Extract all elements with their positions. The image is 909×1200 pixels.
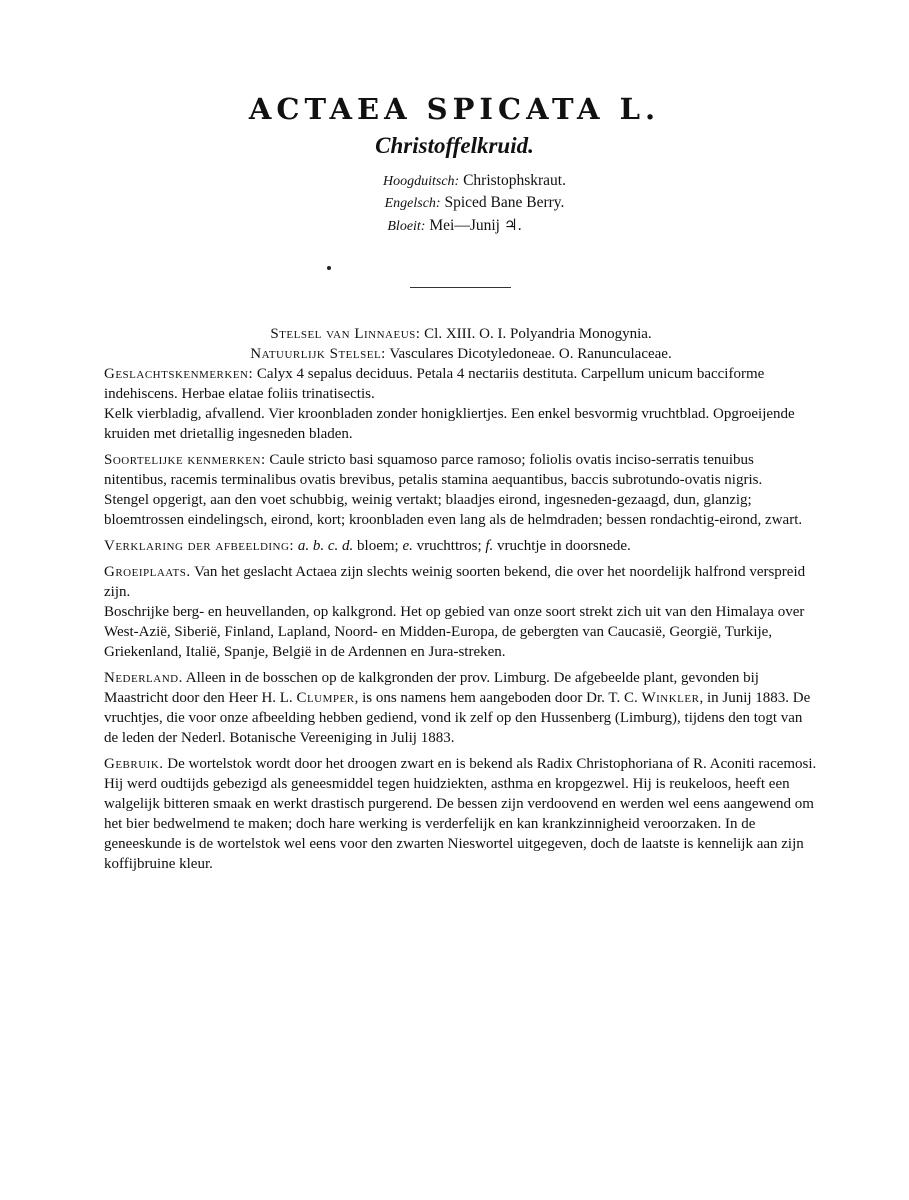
habitat-range-paragraph: Boschrijke berg- en heuvellanden, op kalkgrond. Het op gebied van onze soort strekt zich uit van den Himalaya over West-Azië, Siberië, Finland, Lapland, Noord- en Midden-Europa, de gebergten van Caucasië, Georgië, Turkije, Griekenland, Italië, Spanje, België in de Ardennen en Jura-streken.: [104, 604, 805, 660]
use-text: De wortelstok wordt door het droogen zwart en is bekend als Radix Christophoriana of R. Aconiti racemosi. Hij werd oudtijds gebezigd als geneesmiddel tegen huidziekten, asthma en kropgezwel. Hij is reukeloos, heeft een walgelijk bitteren smaak en werkt drastisch purgerend. De bessen zijn verdoovend en werden wel eens aangewend om het bier bedwelmend te maken; doch hare werking is verderfelijk en kan krankzinnigheid veroorzaken. In de geneeskunde is de wortelstok wel eens voor den zwarten Nieswortel uitgegeven, doch de laatste is kennelijk aan zijn koffijbruine kleur.: [104, 756, 817, 872]
page-subtitle: Christoffelkruid.: [375, 133, 534, 158]
german-name-line: [0, 172, 909, 190]
linnaeus-text: Cl. XIII. O. I. Polyandria Monogynia.: [424, 326, 652, 342]
german-value: Christophskraut.: [463, 172, 566, 189]
use-label: Gebruik.: [104, 756, 164, 772]
ink-dot: [327, 266, 331, 270]
species-label: Soortelijke kenmerken:: [104, 452, 266, 468]
species-text: Caule stricto basi squamoso parce ramoso; foliolis ovatis inciso-serratis tenuibus nitentibus, racemis terminalibus ovatis brevibus, petalis stamina aequantibus, baccis subrotundo-ovatis nigris.: [104, 452, 763, 488]
english-value: Spiced Bane Berry.: [444, 194, 565, 211]
habitat-label: Groeiplaats.: [104, 564, 191, 580]
netherlands-text-c: , in Junij 1883. De vruchtjes, die voor onze afbeelding hebben gediend, vond ik zelf op den Hussenberg (Limburg), tijdens den togt van de leden der Nederl. Botanische Vereeniging in Julij 1883.: [104, 690, 811, 746]
natural-label: Natuurlijk Stelsel:: [250, 346, 386, 362]
netherlands-text-b: , is ons namens hem aangeboden door Dr. T. C.: [354, 690, 638, 706]
english-name-line: [0, 194, 909, 212]
divider-rule: [410, 287, 511, 288]
use-paragraph: [104, 754, 818, 874]
page-title: ACTAEA SPICATA L.: [248, 92, 661, 126]
bloom-line: [0, 216, 909, 235]
natural-system-line: [104, 344, 818, 364]
species-characteristics-latin: [104, 450, 818, 490]
natural-text: Vasculares Dicotyledoneae. O. Ranunculaceae.: [389, 346, 672, 362]
genus-label: Geslachtskenmerken:: [104, 366, 254, 382]
species-characteristics-dutch: Stengel opgerigt, aan den voet schubbig, weinig vertakt; blaadjes eirond, ingesneden-gezaagd, dun, glanzig; bloemtrossen eindelingsch, eirond, kort; kroonbladen even lang als de helmdraden; bessen rondachtig-eirond, zwart.: [104, 492, 803, 528]
genus-characteristics-latin: [104, 364, 818, 404]
netherlands-text-a: Alleen in de bosschen op de kalkgronden der prov. Limburg. De afgebeelde plant, gevonden bij Maastricht door den Heer H. L.: [104, 670, 759, 706]
figure-explanation: [104, 536, 818, 556]
donor-name: Winkler: [641, 690, 700, 706]
german-label: Hoogduitsch:: [383, 174, 460, 189]
habitat-paragraph: [104, 562, 818, 602]
figure-vruchtje: vruchtje in doorsnede.: [497, 538, 631, 554]
netherlands-label: Nederland.: [104, 670, 183, 686]
bloom-value: Mei—Junij ♃.: [429, 217, 522, 234]
figure-bloem: bloem;: [357, 538, 399, 554]
english-label: Engelsch:: [384, 196, 441, 211]
collector-name: Clumper: [296, 690, 355, 706]
figure-vruchttros: vruchttros;: [416, 538, 482, 554]
genus-characteristics-dutch: Kelk vierbladig, afvallend. Vier kroonbladen zonder honigkliertjes. Een enkel besvormig vruchtblad. Opgroeijende kruiden met drietallig ingesneden bladen.: [104, 406, 795, 442]
habitat-text: Van het geslacht Actaea zijn slechts weinig soorten bekend, die over het noordelijk halfrond verspreid zijn.: [104, 564, 806, 600]
genus-text: Calyx 4 sepalus deciduus. Petala 4 nectariis destituta. Carpellum unicum bacciforme indehiscens. Herbae elatae foliis trinatisectis.: [104, 366, 765, 402]
bloom-label: Bloeit:: [387, 219, 426, 234]
figure-label: Verklaring der afbeelding:: [104, 538, 295, 554]
document-body: [104, 324, 818, 874]
figure-letter-e: e.: [402, 538, 413, 554]
netherlands-paragraph: [104, 668, 818, 748]
figure-letters-abcd: a. b. c. d.: [297, 538, 354, 554]
linnaeus-label: Stelsel van Linnaeus:: [270, 326, 421, 342]
linnaeus-system-line: [104, 324, 818, 344]
figure-letter-f: f.: [485, 538, 494, 554]
